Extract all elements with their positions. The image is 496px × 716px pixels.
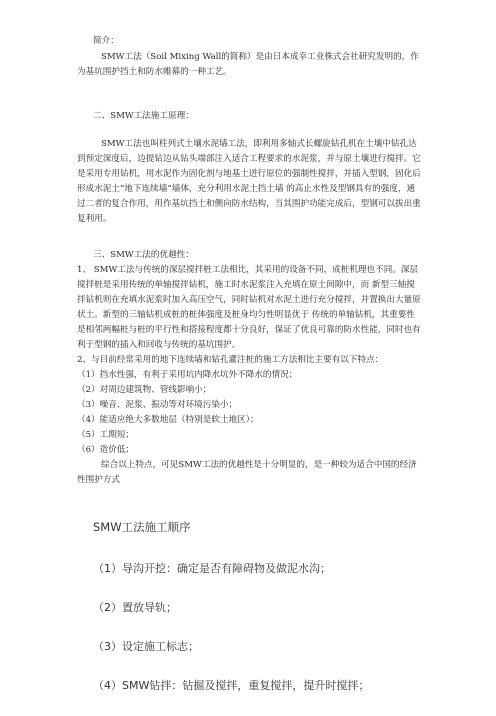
feature-list: [77, 368, 422, 458]
advantage-point-1: 1、 SMW工法与传统的深层搅拌桩工法相比，其采用的设备不同，成桩机理也不同。深层搅拌桩是采用传统的单轴搅拌钻机，施工时水泥浆注入充填在原土间隙中，而 新型三轴搅拌钻机则在充填水泥浆时加入高压空气，同时钻机对水泥土进行充分搅拌，并置换出大量原状土。新型的三轴钻机成桩的桩体强度及桩身均匀性明显优于 传统的单轴钻机，其重要性是相邻两幅桩与桩的平行性和搭接程度都十分良好，保证了优良可靠的防水性能，同时也有利于型钢的插入和回收与传统的基坑围护。: [77, 265, 421, 350]
advantages-heading: 三、SMW工法的优越性：: [93, 250, 194, 260]
step-item: （2）置放导轨；: [93, 601, 177, 614]
sequence-steps: [93, 560, 369, 716]
intro-heading: 简介：: [93, 36, 119, 46]
advantages-section: [77, 263, 422, 488]
step-item: （1）导沟开挖：确定是否有障碍物及做泥水沟；: [93, 562, 331, 575]
advantages-summary: 综合以上特点，可见SMW工法的优越性是十分明显的，是一种较为适合中国的经济性围护方式: [77, 460, 417, 485]
principle-heading: 二、SMW工法施工原理：: [93, 111, 194, 121]
list-item: （4）能适应绝大多数地层（特别是软土地区）；: [77, 415, 259, 425]
list-item: （1）挡水性强，有利于采用坑内降水坑外不降水的情况；: [77, 370, 298, 380]
step-item: （4）SMW钻拌：钻掘及搅拌，重复搅拌，提升时搅拌；: [93, 679, 370, 692]
list-item: （6）造价低；: [77, 445, 135, 455]
principle-paragraph: SMW工法也叫柱列式土壤水泥墙工法，即利用多轴式长螺旋钻孔机在土壤中钻孔达到预定深度后，边提钻边从钻头端部注入适合工程要求的水泥浆，并与原土壤进行搅拌。它是采用专用钻机，用水泥作为固化剂与地基土进行原位的强制性搅拌，并插入型钢，固化后形成水泥土“地下连续墙”墙体，充分利用水泥土挡土墙 的高止水性及型钢具有的强度，通过二者的复合作用，用作基坑挡土和侧向防水结构，当其围护功能完成后，型钢可以拔出重复利用。: [77, 139, 421, 224]
list-item: （5）工期短；: [77, 430, 135, 440]
list-item: （3）噪音、泥浆、振动等对环境污染小；: [77, 400, 238, 410]
list-item: （2）对周边建筑物、管线影响小；: [77, 385, 212, 395]
intro-paragraph: SMW工法（Soil Mixing Wall的简称）是由日本成幸工业株式会社研究发明的，作为基坑围护挡土和防水帷幕的一种工艺。: [77, 52, 419, 77]
step-item: （3）设定施工标志；: [93, 640, 199, 653]
advantage-point-2: 2、与目前经常采用的地下连续墙和钻孔灌注桩的施工方法相比主要有以下特点：: [77, 355, 384, 365]
sequence-heading: SMW工法施工顺序: [93, 520, 191, 534]
